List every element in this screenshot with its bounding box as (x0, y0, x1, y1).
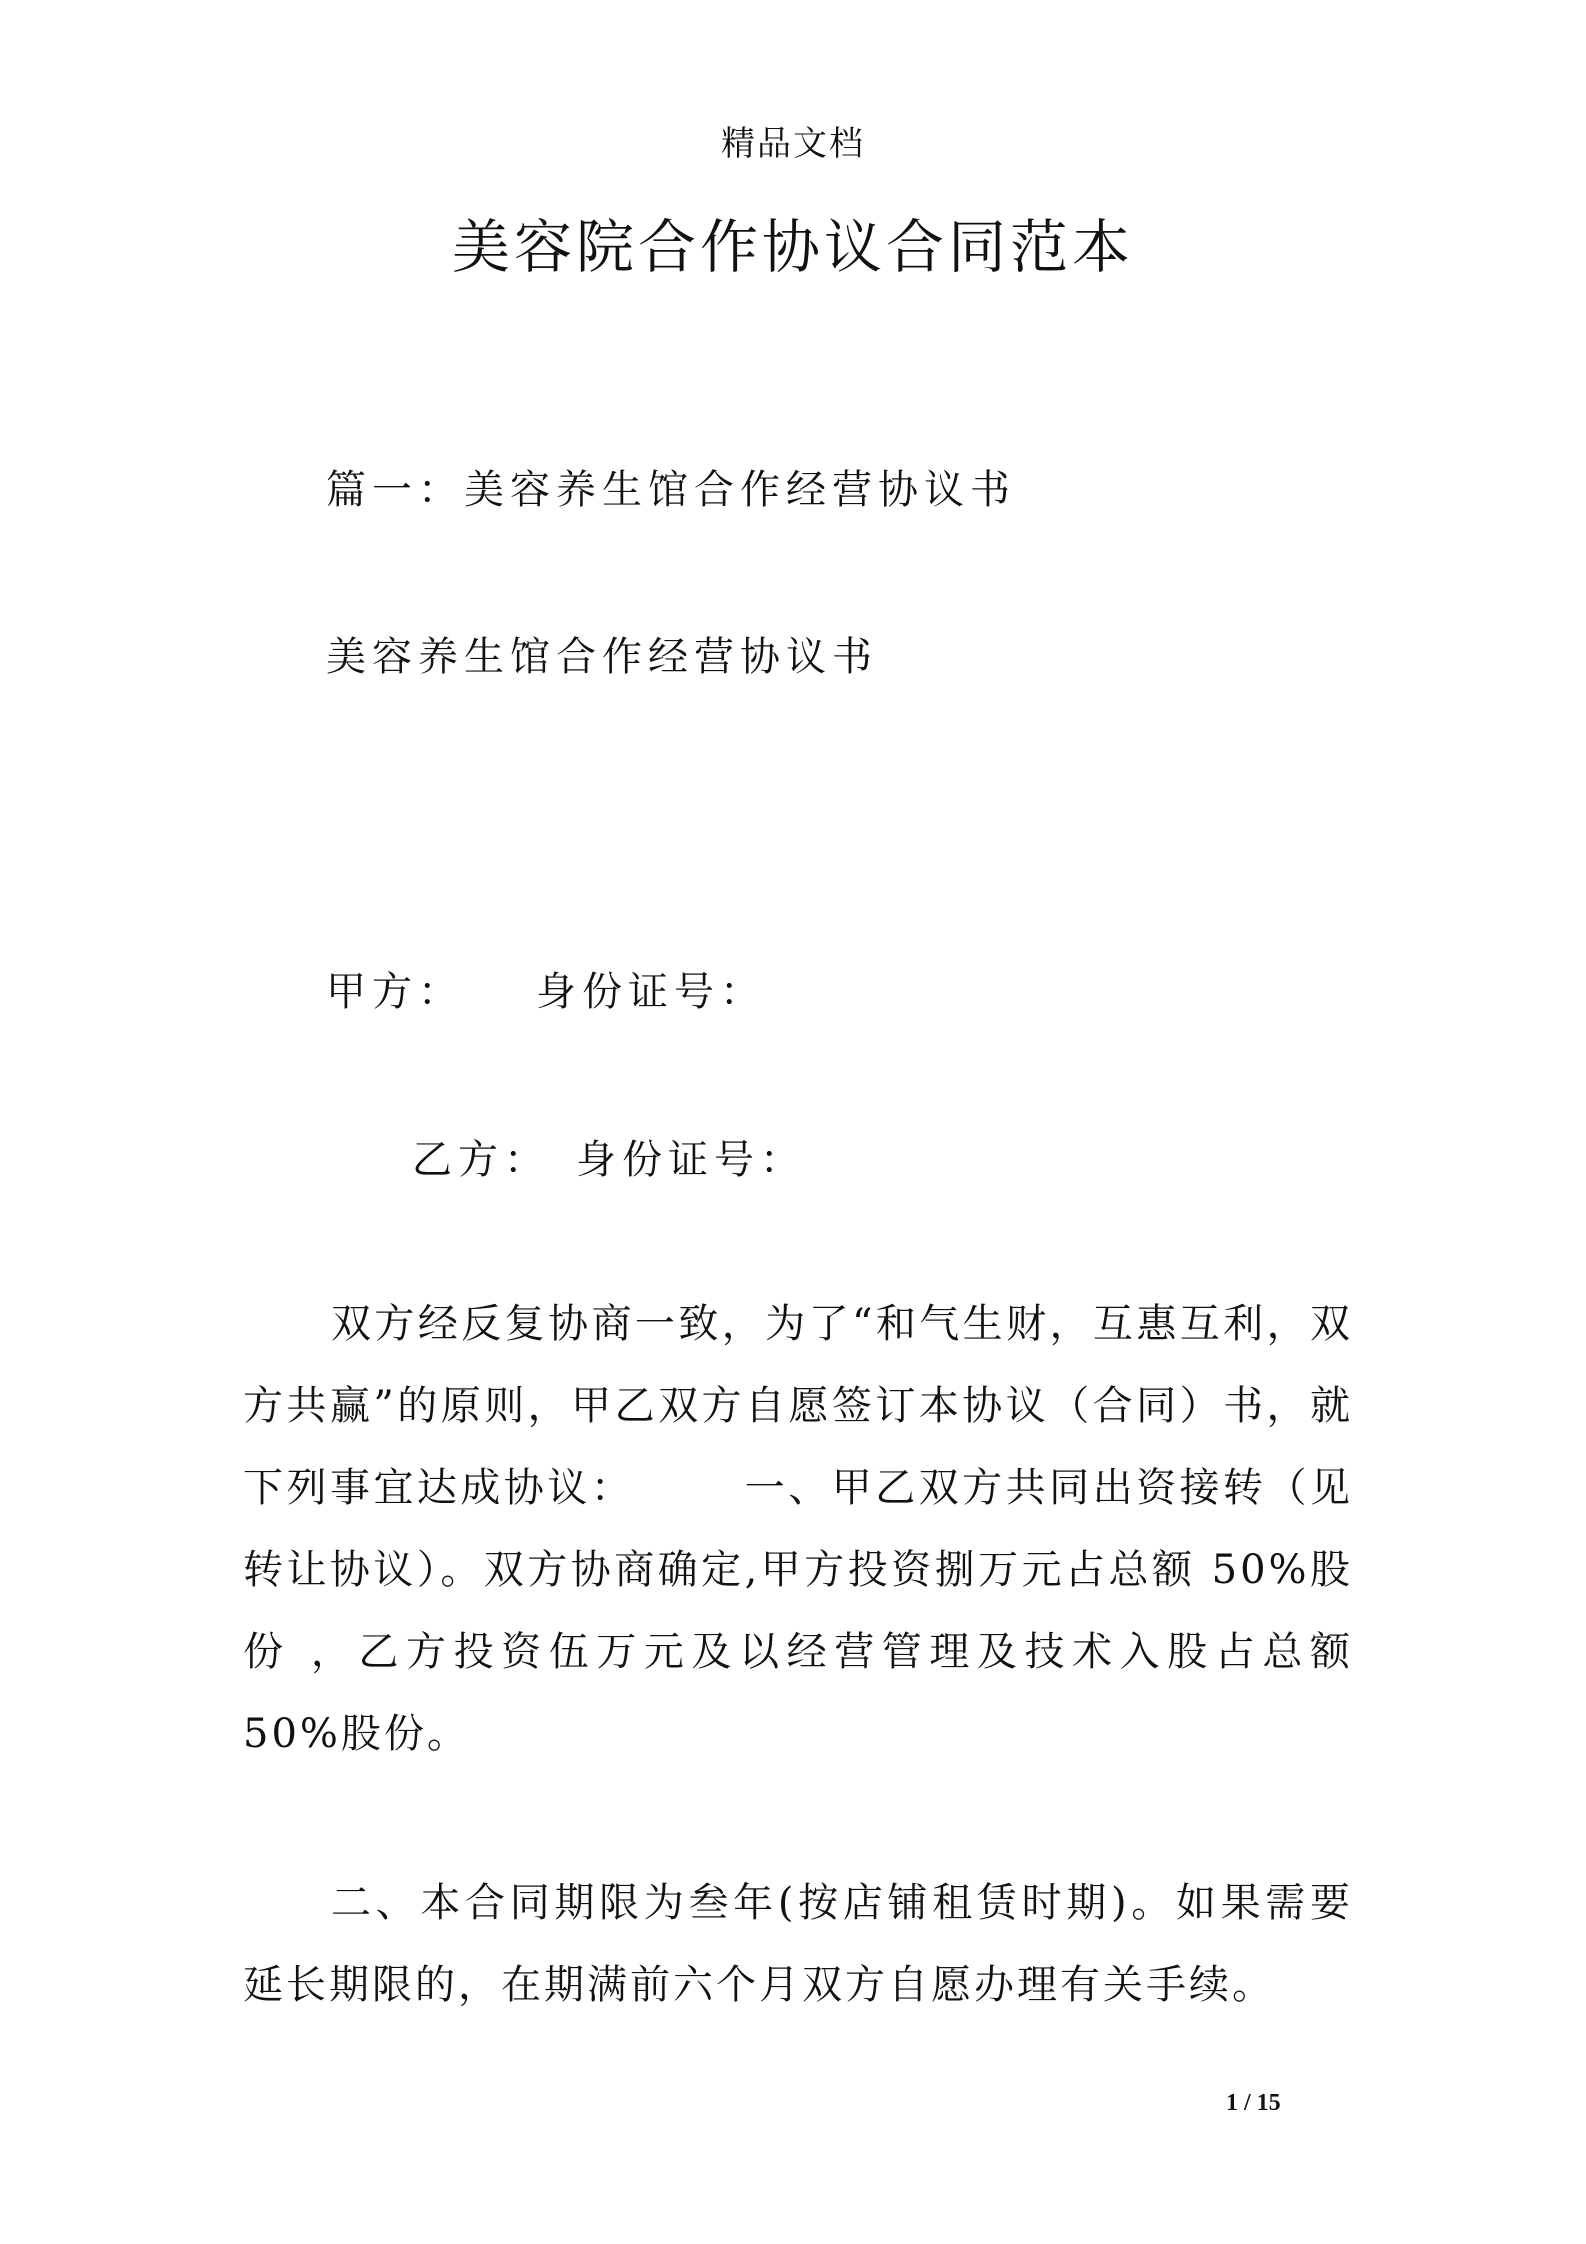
header-label: 精品文档 (721, 124, 865, 164)
party-a-line: 甲方： 身份证号： (326, 969, 766, 1015)
agreement-paragraph-1: 双方经反复协商一致，为了“和气生财，互惠互利，双方共赢”的原则，甲乙双方自愿签订本协议（合同）书，就下列事宜达成协议： 一、甲乙双方共同出资接转（见转让协议）。双方协商确定,甲方投资捌万元占总额 50%股份 ，乙方投资伍万元及以经营管理及技术入股占总额 50%股份。 (243, 1301, 1369, 1757)
page-number: 1 / 15 (1226, 2090, 1281, 2116)
document-subtitle: 美容养生馆合作经营协议书 (326, 634, 878, 680)
party-b-line: 乙方： 身份证号： (412, 1137, 806, 1183)
section-heading: 篇一：美容养生馆合作经营协议书 (326, 467, 1016, 513)
document-title: 美容院合作协议合同范本 (451, 213, 1134, 281)
agreement-paragraph-2: 二、本合同期限为叁年(按店铺租赁时期)。如果需要延长期限的，在期满前六个月双方自愿办理有关手续。 (243, 1880, 1353, 2008)
